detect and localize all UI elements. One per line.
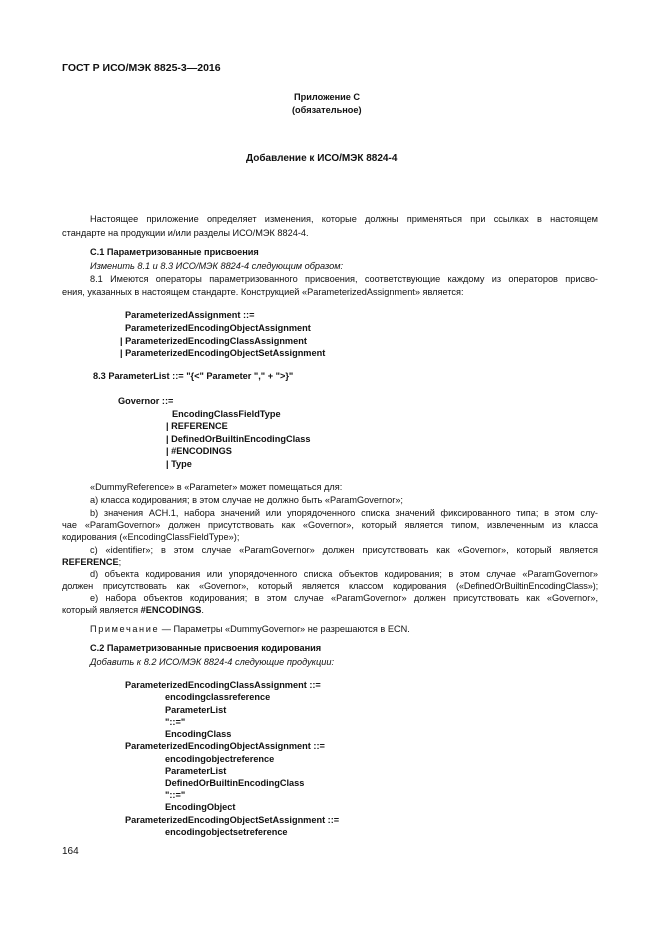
governor-item: | #ENCODINGS	[166, 446, 232, 456]
parameter-list-production: 8.3 ParameterList ::= "{<" Parameter "," + ">}"	[93, 371, 294, 381]
punctuation: ;	[118, 557, 122, 567]
document-code: ГОСТ Р ИСО/МЭК 8825-3—2016	[62, 62, 221, 74]
production-head: ParameterizedEncodingObjectAssignment ::=	[125, 741, 325, 751]
production-item: DefinedOrBuiltinEncodingClass	[165, 778, 305, 788]
page-number: 164	[62, 846, 79, 857]
list-item-d-line-1: d) объекта кодирования или упорядоченного списка объектов кодирования; в этом случае «ParamGovernor»	[90, 569, 598, 579]
governor-item: | REFERENCE	[166, 421, 228, 431]
production-item: EncodingObject	[165, 802, 236, 812]
keyword-encodings: #ENCODINGS	[140, 605, 202, 615]
list-item-c-line-2	[62, 557, 121, 567]
c1-para-line-1: 8.1 Имеются операторы параметризованного присвоения, соответствующие каждому из операторов присво-	[90, 274, 598, 284]
governor-item: | DefinedOrBuiltinEncodingClass	[166, 434, 311, 444]
intro-line-2: стандарте на продукции и/или разделы ИСО/МЭК 8824-4.	[62, 228, 309, 238]
annex-label: Приложение С	[294, 92, 361, 102]
list-item-c-line-1: c) «identifier»; в этом случае «ParamGovernor» должен присутствовать как «Governor», который является	[90, 545, 598, 555]
production-item: encodingobjectreference	[165, 754, 275, 764]
list-item-b	[62, 508, 598, 518]
production-line: | ParameterizedEncodingObjectSetAssignment	[120, 348, 326, 358]
intro-paragraph	[62, 214, 598, 224]
production-head: ParameterizedEncodingClassAssignment ::=	[125, 680, 321, 690]
production-line: ParameterizedEncodingObjectAssignment	[125, 323, 311, 333]
production-item: encodingobjectsetreference	[165, 827, 288, 837]
keyword-reference: REFERENCE	[62, 557, 119, 567]
intro-line-1: Настоящее приложение определяет изменения, которые должны применяться при ссылках в настоящем	[90, 214, 598, 224]
section-c2-heading: С.2 Параметризованные присвоения кодирования	[90, 643, 322, 653]
production-line: | ParameterizedEncodingClassAssignment	[120, 336, 307, 346]
list-item-d-line-2: должен присутствовать как «Governor», который является классом кодирования («DefinedOrBuiltinEncodingClass»);	[62, 581, 598, 591]
section-c2-instruction: Добавить к 8.2 ИСО/МЭК 8824-4 следующие продукции:	[90, 657, 335, 667]
c1-para-line-2: ения, указанных в настоящем стандарте. Конструкцией «ParameterizedAssignment» является:	[62, 287, 464, 297]
note	[90, 624, 410, 634]
production-line: ParameterizedAssignment ::=	[125, 310, 255, 320]
list-item-b-line-1: b) значения ACH.1, набора значений или упорядоченного списка значений фиксированного типа; в этом слу-	[90, 508, 598, 518]
section-c1-heading: С.1 Параметризованные присвоения	[90, 247, 259, 257]
list-item-e-line-2	[62, 605, 204, 615]
list-item-c	[62, 545, 598, 555]
production-item: "::="	[165, 717, 186, 727]
production-item: ParameterList	[165, 705, 227, 715]
note-text: — Параметры «DummyGovernor» не разрешаются в ECN.	[159, 624, 410, 634]
governor-head: Governor ::=	[118, 396, 174, 406]
production-item: "::="	[165, 790, 186, 800]
governor-item: EncodingClassFieldType	[172, 409, 281, 419]
annex-title: Добавление к ИСО/МЭК 8824-4	[246, 153, 398, 164]
production-head: ParameterizedEncodingObjectSetAssignment ::=	[125, 815, 340, 825]
list-item-d	[62, 569, 598, 579]
punctuation: .	[201, 605, 204, 615]
c1-paragraph	[62, 274, 598, 284]
production-item: ParameterList	[165, 766, 227, 776]
list-item-a: a) класса кодирования; в этом случае не должно быть «ParamGovernor»;	[90, 495, 403, 505]
list-item-e-line-1: e) набора объектов кодирования; в этом случае «ParamGovernor» должен присутствовать как «Governor»,	[90, 593, 598, 603]
section-c1-instruction: Изменить 8.1 и 8.3 ИСО/МЭК 8824-4 следующим образом:	[90, 261, 344, 271]
governor-item: | Type	[166, 459, 192, 469]
list-item-b-line-2: чае «ParamGovernor» должен присутствовать как «Governor», который является типом, извлеченным из класса	[62, 520, 598, 530]
note-label: Примечание	[90, 624, 160, 634]
list-item-b-line-3: кодирования («EncodingClassFieldType»);	[62, 532, 240, 542]
production-item: encodingclassreference	[165, 692, 271, 702]
list-item-e	[62, 593, 598, 603]
annex-status: (обязательное)	[292, 105, 362, 115]
text: который является	[62, 605, 141, 615]
production-item: EncodingClass	[165, 729, 232, 739]
dummy-reference-intro: «DummyReference» в «Parameter» может помещаться для:	[90, 482, 343, 492]
